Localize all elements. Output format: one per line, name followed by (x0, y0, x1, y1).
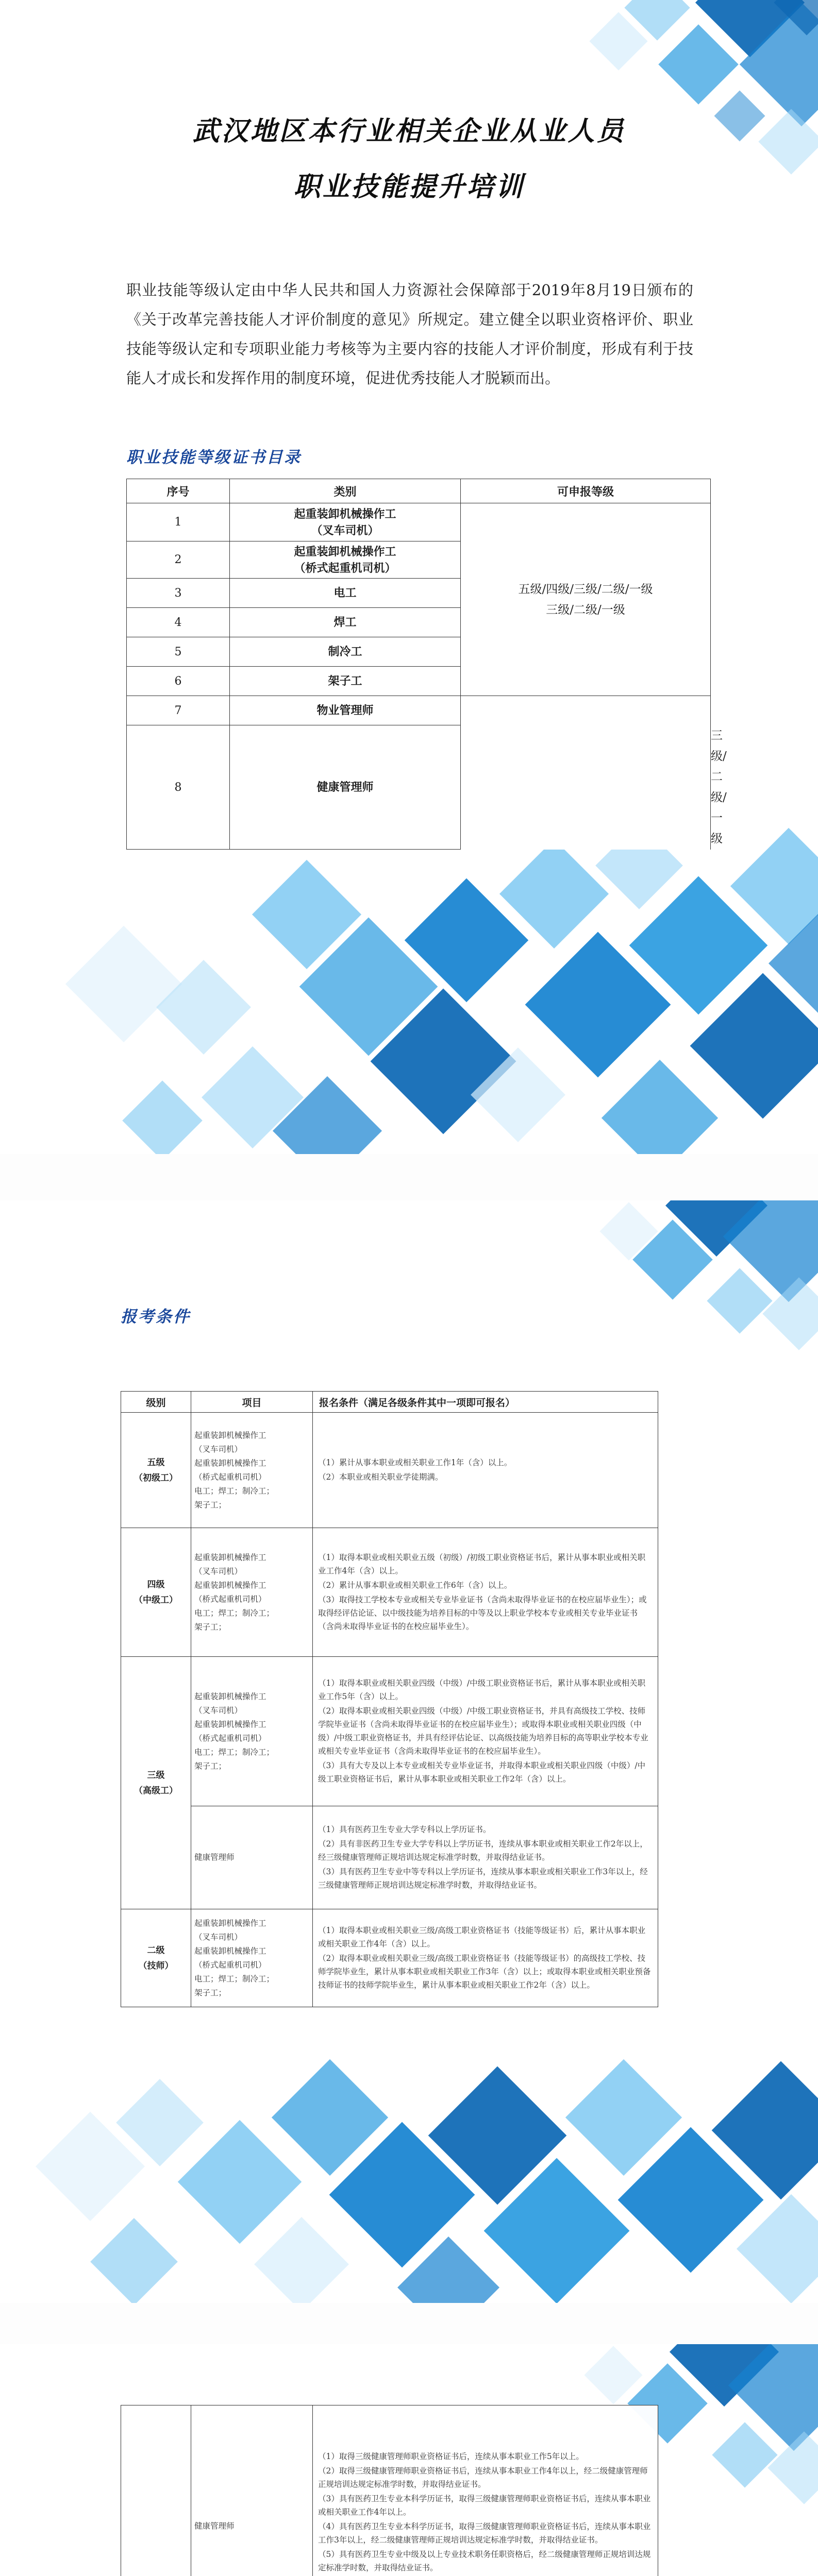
item-cell (191, 1528, 313, 1657)
level-label: 三级 (147, 1770, 165, 1781)
page-title-line-2: 职业技能提升培训 (293, 171, 525, 202)
intro-paragraph: 职业技能等级认定由中华人民共和国人力资源社会保障部于2019年8月19日颁布的《关于改革完善技能人才评价制度的意见》所规定。建立健全以职业资格评价、职业技能等级认定和专项职业能力考核等为主要内容的技能人才评价制度，形成有利于技能人才成长和发挥作用的制度环境，促进优秀技能人才脱颖而出。 (126, 281, 693, 387)
condition-line: （2）取得三级健康管理师职业资格证书后，连续从事本职业工作4年以上，经二级健康管理师正规培训达规定标准学时数，并取得结业证书。 (318, 2466, 648, 2489)
item-line: （桥式起重机司机） (194, 1472, 266, 1482)
item-line: 架子工； (194, 1761, 227, 1771)
table-row (127, 696, 711, 725)
item-line: （叉车司机） (194, 1444, 243, 1454)
condition-line: （3）取得技工学校本专业或相关专业毕业证书（含尚未取得毕业证书的在校应届毕业生）；或取得经评估论证、以中级技能为培养目标的中等及以上职业学校本专业或相关专业毕业证书（含尚未取得毕业证书的在校应届毕业生）。 (318, 1595, 647, 1631)
item-cell (191, 1909, 313, 2007)
level-group-2 (461, 696, 711, 850)
condition-line: （2）取得本职业或相关职业四级（中级）/中级工职业资格证书，并具有高级技工学校、技师学院毕业证书（含尚未取得毕业证书的在校应届毕业生）；或取得本职业或相关职业四级（中级）/中级工职业资格证书，并具有经评估论证、以高级技能为培养目标的高等职业学校本专业或相关专业毕业证书（含尚未取得毕业证书的在校应届毕业生）。 (318, 1706, 648, 1756)
row-name: 电工 (230, 579, 461, 608)
page-title-line-1: 武汉地区本行业相关企业从业人员 (192, 115, 626, 147)
level-cell (121, 1528, 191, 1657)
condition-line: （1）具有医药卫生专业大学专科以上学历证书。 (318, 1824, 491, 1834)
condition-line: （4）具有医药卫生专业本科学历证书，取得三级健康管理师职业资格证书后，连续从事本职业工作3年以上，经二级健康管理师正规培训达规定标准学时数，并取得结业证书。 (318, 2521, 651, 2545)
page-1 (0, 0, 818, 1154)
condition-line: （2）具有非医药卫生专业大学专科以上学历证书，连续从事本职业或相关职业工作2年以上，经三级健康管理师正规培训达规定标准学时数，并取得结业证书。 (318, 1839, 648, 1862)
row-no: 4 (127, 608, 230, 637)
item-cell (191, 1657, 313, 1806)
level-sub: （技师） (138, 1960, 174, 1971)
condition-line: （1）取得本职业或相关职业四级（中级）/中级工职业资格证书后，累计从事本职业或相关职业工作5年（含）以上。 (318, 1678, 646, 1701)
item-cell: 健康管理师 (191, 2405, 313, 2576)
row-name-main: 起重装卸机械操作工 (294, 545, 396, 558)
item-line: 架子工； (194, 1622, 227, 1632)
conditions-cell (313, 1657, 658, 1806)
row-name-main: 起重装卸机械操作工 (294, 507, 396, 521)
level-group-1 (461, 503, 711, 696)
row-no: 7 (127, 696, 230, 725)
item-line: 起重装卸机械操作工 (194, 1946, 266, 1956)
level-cell (121, 1909, 191, 2007)
row-no: 2 (127, 541, 230, 579)
item-line: 起重装卸机械操作工 (194, 1458, 266, 1468)
row-name (230, 503, 461, 541)
level-cell (121, 1413, 191, 1528)
item-line: （桥式起重机司机） (194, 1733, 266, 1743)
requirements-table-continued (121, 2405, 658, 2576)
item-line: 架子工； (194, 1988, 227, 1997)
level-group-1-line-2: 三级/二级/一级 (546, 603, 625, 617)
item-line: （桥式起重机司机） (194, 1594, 266, 1604)
condition-line: （3）具有大专及以上本专业或相关专业毕业证书，并取得本职业或相关职业四级（中级）/中级工职业资格证书后，累计从事本职业或相关职业工作2年（含）以上。 (318, 1760, 646, 1784)
table-row (121, 1657, 658, 1806)
level-label: 五级 (147, 1457, 165, 1468)
item-line: 电工；焊工；制冷工； (194, 1747, 275, 1757)
row-name: 物业管理师 (230, 696, 461, 725)
row-name (230, 541, 461, 579)
page-gap-1 (0, 1154, 818, 1200)
item-line: （桥式起重机司机） (194, 1960, 266, 1970)
header-item: 项目 (191, 1392, 313, 1413)
catalog-heading: 职业技能等级证书目录 (126, 448, 302, 467)
item-cell (191, 1413, 313, 1528)
level-group-1-line-1: 五级/四级/三级/二级/一级 (518, 582, 653, 596)
conditions-cell (313, 2405, 658, 2576)
item-line: 电工；焊工；制冷工； (194, 1974, 275, 1984)
item-line: 起重装卸机械操作工 (194, 1552, 266, 1562)
row-name-sub: （叉车司机） (311, 523, 379, 537)
row-name: 制冷工 (230, 637, 461, 667)
condition-line: （2）取得本职业或相关职业三级/高级工职业资格证书（技能等级证书）的高级技工学校、技师学院毕业生，累计从事本职业或相关职业工作3年（含）以上；或取得本职业或相关职业预备技师证书的技师学院毕业生，累计从事本职业或相关职业工作2年（含）以上。 (318, 1953, 651, 1990)
table-row (121, 1413, 658, 1528)
row-no: 3 (127, 579, 230, 608)
requirements-header-row (121, 1392, 658, 1413)
table-row (121, 1806, 658, 1909)
condition-line: （1）取得本职业或相关职业三级/高级工职业资格证书（技能等级证书）后，累计从事本职业或相关职业工作4年（含）以上。 (318, 1925, 646, 1948)
item-line: 电工；焊工；制冷工； (194, 1486, 275, 1496)
table-row (127, 503, 711, 541)
item-line: （叉车司机） (194, 1932, 243, 1942)
level-label: 二级 (147, 1945, 165, 1956)
level-sub: （中级工） (134, 1595, 178, 1605)
row-name-sub: （桥式起重机司机） (294, 561, 396, 575)
conditions-cell (313, 1806, 658, 1909)
level-sub: （高级工） (134, 1785, 178, 1796)
catalog-header-row (127, 479, 711, 503)
item-line: 起重装卸机械操作工 (194, 1918, 266, 1928)
item-line: 架子工； (194, 1500, 227, 1510)
level-cell (121, 1657, 191, 1909)
condition-line: （3）具有医药卫生专业本科学历证书，取得三级健康管理师职业资格证书后，连续从事本职业或相关职业工作4年以上。 (318, 2494, 651, 2517)
row-no: 6 (127, 667, 230, 696)
condition-line: （2）本职业或相关职业学徒期满。 (318, 1472, 443, 1482)
header-level: 级别 (121, 1392, 191, 1413)
conditions-cell (313, 1909, 658, 2007)
item-line: 起重装卸机械操作工 (194, 1691, 266, 1701)
level-label: 四级 (147, 1579, 165, 1590)
condition-line: （1）取得三级健康管理师职业资格证书后，连续从事本职业工作5年以上。 (318, 2451, 584, 2461)
header-level: 可申报等级 (461, 479, 711, 503)
row-no: 5 (127, 637, 230, 667)
page-gap-2 (0, 2303, 818, 2344)
row-name: 架子工 (230, 667, 461, 696)
item-line: 起重装卸机械操作工 (194, 1430, 266, 1440)
condition-line: （2）累计从事本职业或相关职业工作6年（含）以上。 (318, 1580, 512, 1590)
table-row: 8 健康管理师 三级/二级/一级 (127, 725, 711, 850)
catalog-table (126, 479, 727, 850)
condition-line: （1）取得本职业或相关职业五级（初级）/初级工职业资格证书后，累计从事本职业或相关职业工作4年（含）以上。 (318, 1552, 646, 1575)
table-row (121, 1909, 658, 2007)
item-line: （叉车司机） (194, 1705, 243, 1715)
header-conditions: 报名条件（满足各级条件其中一项即可报名） (313, 1392, 658, 1413)
condition-line: （5）具有医药卫生专业中级及以上专业技术职务任职资格后，经二级健康管理师正规培训达规定标准学时数，并取得结业证书。 (318, 2549, 651, 2572)
requirements-table (121, 1391, 658, 2007)
item-line: 起重装卸机械操作工 (194, 1580, 266, 1590)
row-name: 焊工 (230, 608, 461, 637)
requirements-heading: 报考条件 (121, 1308, 191, 1326)
table-row (121, 2405, 658, 2576)
row-name: 健康管理师 (230, 725, 461, 850)
item-line: 起重装卸机械操作工 (194, 1719, 266, 1729)
header-category: 类别 (230, 479, 461, 503)
condition-line: （3）具有医药卫生专业中等专科以上学历证书，连续从事本职业或相关职业工作3年以上，经三级健康管理师正规培训达规定标准学时数，并取得结业证书。 (318, 1867, 648, 1890)
condition-line: （1）累计从事本职业或相关职业工作1年（含）以上。 (318, 1458, 512, 1467)
level-cell (121, 2405, 191, 2576)
conditions-cell (313, 1528, 658, 1657)
header-no: 序号 (127, 479, 230, 503)
item-line: 电工；焊工；制冷工； (194, 1608, 275, 1618)
item-line: （叉车司机） (194, 1566, 243, 1576)
item-cell: 健康管理师 (191, 1806, 313, 1909)
conditions-cell (313, 1413, 658, 1528)
row-no: 1 (127, 503, 230, 541)
table-row (121, 1528, 658, 1657)
level-sub: （初级工） (134, 1472, 178, 1483)
row-no: 8 (127, 725, 230, 850)
